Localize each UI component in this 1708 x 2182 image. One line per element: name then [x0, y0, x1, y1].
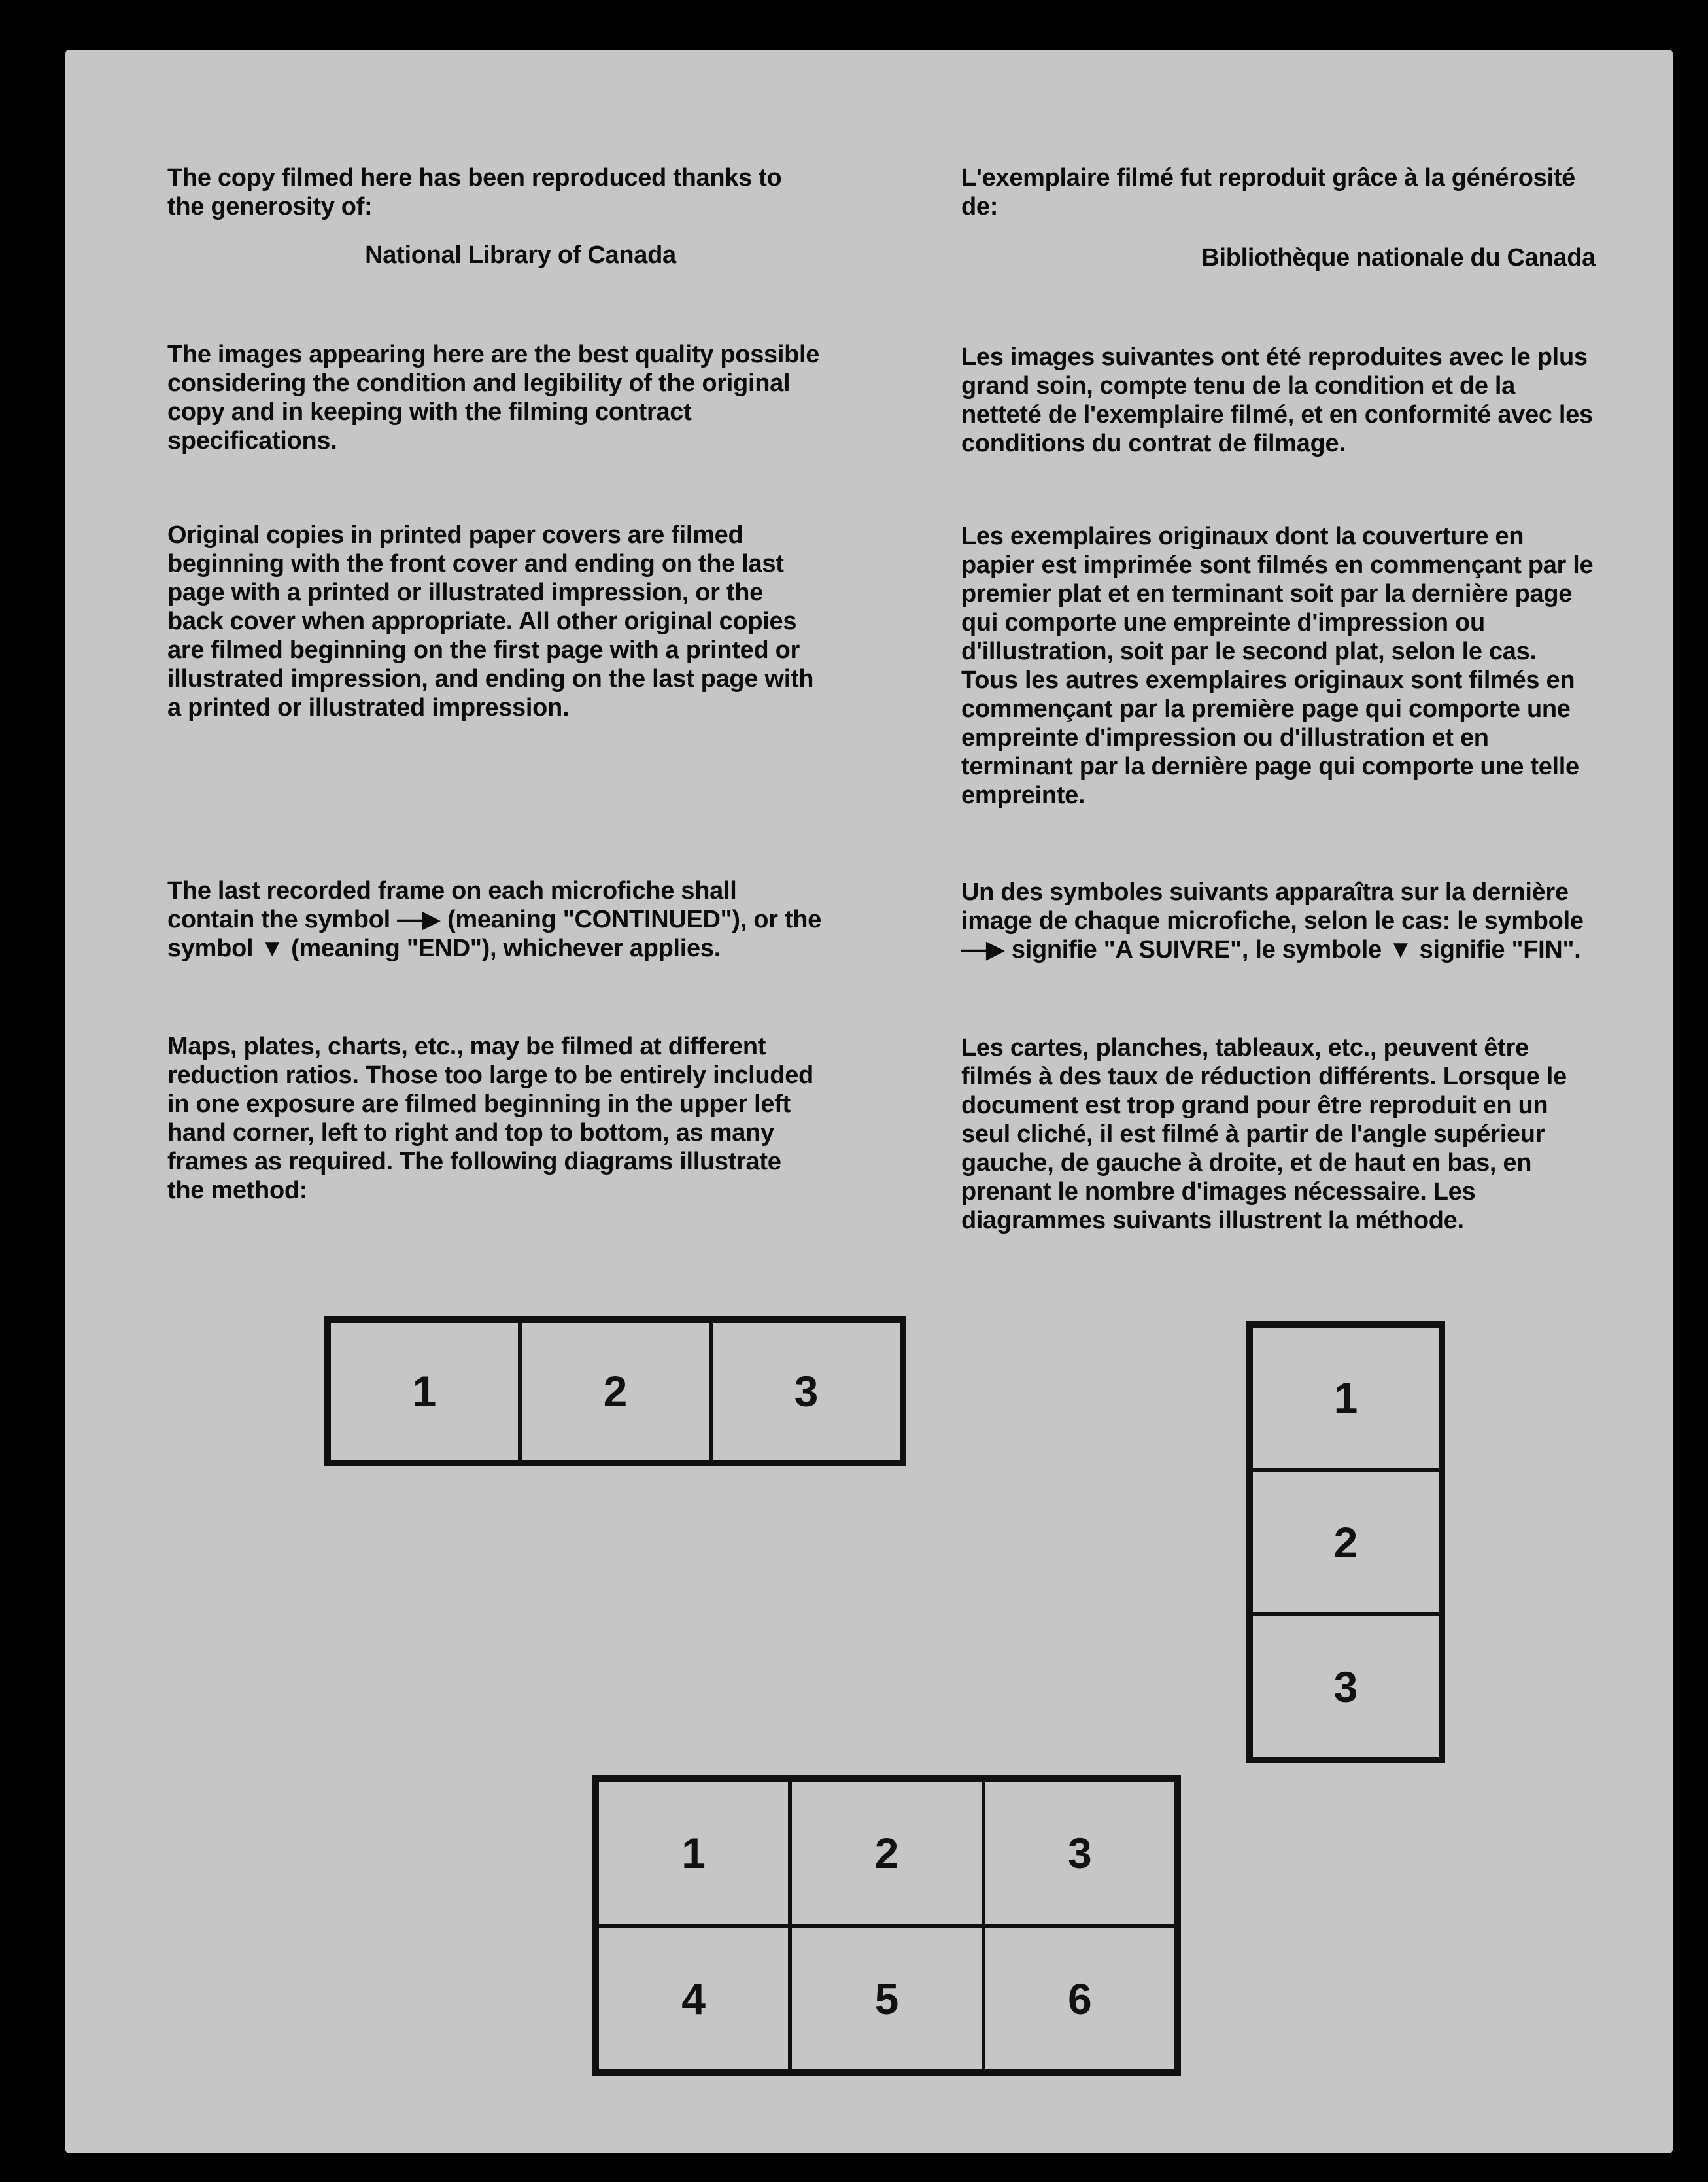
english-quality-paragraph: The images appearing here are the best quality possible considering the condition and legibility of the original copy and in keeping with the filming contract specifications.: [167, 341, 820, 455]
french-thanks: L'exemplaire filmé fut reproduit grâce à la générosité de:: [961, 164, 1575, 220]
frame-cell: 1: [329, 1321, 520, 1462]
french-institution: Bibliothèque nationale du Canada: [1201, 244, 1596, 271]
diagram-grid-frames: [592, 1775, 1181, 2076]
frame-cell: 1: [1251, 1326, 1441, 1470]
frame-cell: 1: [597, 1780, 790, 1926]
frame-cell: 2: [520, 1321, 711, 1462]
frame-cell: 3: [1251, 1614, 1441, 1759]
frame-cell: 2: [790, 1780, 983, 1926]
diagram-horizontal-frames: [324, 1316, 906, 1466]
french-quality-paragraph: Les images suivantes ont été reproduites avec le plus grand soin, compte tenu de la condition et de la netteté de l'exemplaire filmé, et en conformité avec les conditions du contrat de filmage.: [961, 343, 1593, 457]
frame-cell: 3: [711, 1321, 902, 1462]
frame-cell: 3: [983, 1780, 1176, 1926]
french-maps-paragraph: Les cartes, planches, tableaux, etc., peuvent être filmés à des taux de réduction différents. Lorsque le document est trop grand pour être reproduit en un seul cliché, il est filmé à partir de l'angle supérieur gauche, de gauche à droite, et de haut en bas, en prenant le nombre d'images nécessaire. Les diagrammes suivants illustrent la méthode.: [961, 1034, 1567, 1234]
diagram-vertical-frames: [1246, 1321, 1445, 1763]
english-thanks: The copy filmed here has been reproduced thanks to the generosity of:: [167, 164, 782, 220]
frame-cell: 2: [1251, 1470, 1441, 1615]
english-symbols-paragraph: The last recorded frame on each microfiche shall contain the symbol —▶ (meaning "CONTINUED"), or the symbol ▼ (meaning "END"), whichever applies.: [167, 877, 822, 962]
french-covers-paragraph: Les exemplaires originaux dont la couverture en papier est imprimée sont filmés en commençant par le premier plat et en terminant soit par la dernière page qui comporte une empreinte d'impression ou d'illustration, soit par le second plat, selon le cas. Tous les autres exemplaires originaux sont filmés en commençant par la première page qui comporte une empreinte d'impression ou d'illustration et en terminant par la dernière page qui comporte une telle empreinte.: [961, 523, 1594, 809]
frame-cell: 5: [790, 1926, 983, 2071]
french-symbols-paragraph: Un des symboles suivants apparaîtra sur la dernière image de chaque microfiche, selon le cas: le symbole —▶ signifie "A SUIVRE", le symbole ▼ signifie "FIN".: [961, 878, 1584, 963]
frame-cell: 6: [983, 1926, 1176, 2071]
english-maps-paragraph: Maps, plates, charts, etc., may be filmed at different reduction ratios. Those too large to be entirely included in one exposure are filmed beginning in the upper left hand corner, left to right and top to bottom, as many frames as required. The following diagrams illustrate the method:: [167, 1033, 813, 1204]
frame-cell: 4: [597, 1926, 790, 2071]
english-institution: National Library of Canada: [365, 241, 676, 269]
english-covers-paragraph: Original copies in printed paper covers are filmed beginning with the front cover and ending on the last page with a printed or illustrated impression, or the back cover when appropriate. All other original copies are filmed beginning on the first page with a printed or illustrated impression, and ending on the last page with a printed or illustrated impression.: [167, 521, 814, 721]
